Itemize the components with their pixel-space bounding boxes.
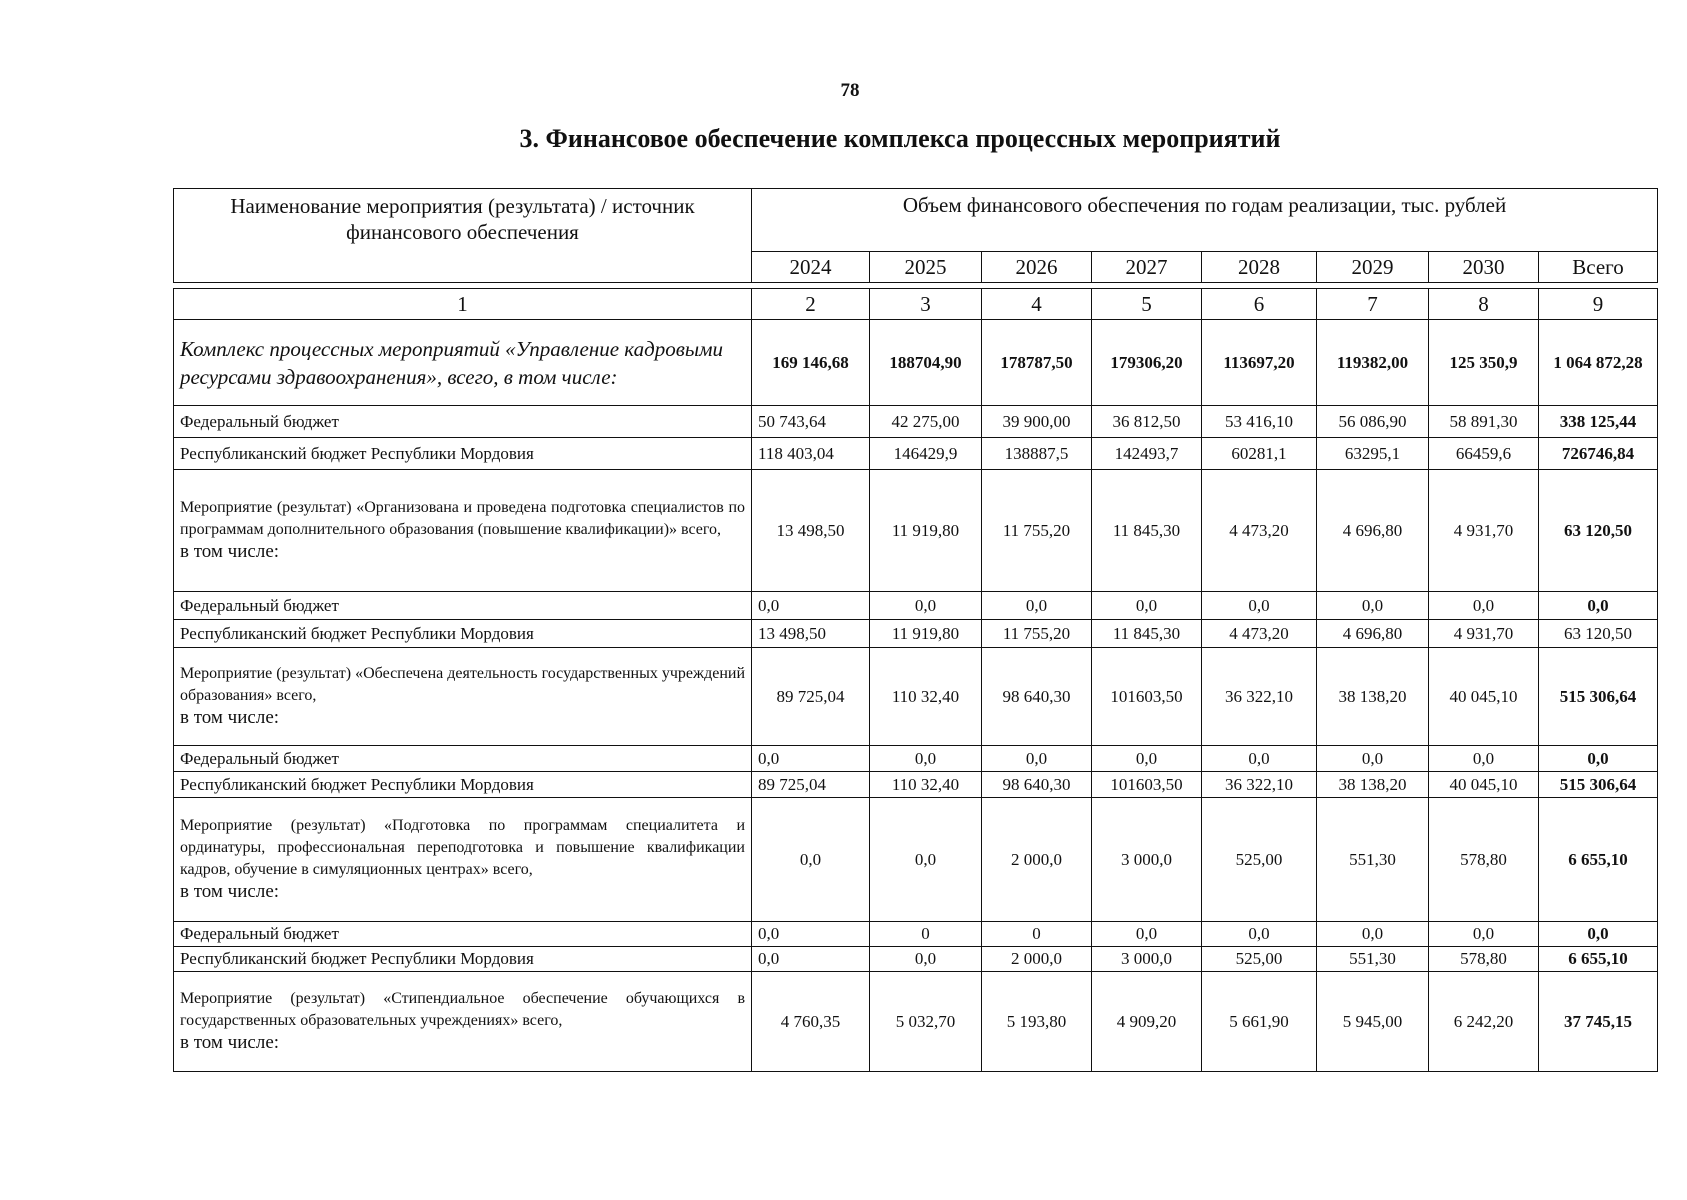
value-cell: 125 350,9 — [1429, 320, 1539, 406]
table-row — [174, 438, 1658, 470]
year-header: 2025 — [870, 252, 982, 283]
value-cell: 4 473,20 — [1202, 620, 1317, 648]
page-number: 78 — [840, 80, 860, 101]
row-name-text: Мероприятие (результат) «Организована и проведена подготовка специалистов по программам дополнительного образования (повышение квалификации)» всего, — [180, 499, 745, 538]
value-cell: 40 045,10 — [1429, 648, 1539, 746]
row-name — [174, 320, 752, 406]
table-row — [174, 320, 1658, 406]
year-header: 2029 — [1317, 252, 1429, 283]
table-row — [174, 972, 1658, 1072]
value-cell: 0,0 — [1317, 592, 1429, 620]
value-cell: 0,0 — [1092, 922, 1202, 947]
value-cell: 60281,1 — [1202, 438, 1317, 470]
row-name-tail: в том числе: — [180, 541, 280, 562]
row-name-text: Федеральный бюджет — [180, 411, 339, 431]
row-name-text: Республиканский бюджет Республики Мордовия — [180, 443, 534, 463]
value-cell: 38 138,20 — [1317, 648, 1429, 746]
total-cell: 0,0 — [1539, 922, 1658, 947]
value-cell: 36 322,10 — [1202, 772, 1317, 798]
value-cell: 3 000,0 — [1092, 947, 1202, 972]
row-name-text: Федеральный бюджет — [180, 924, 339, 943]
value-cell: 11 845,30 — [1092, 470, 1202, 592]
year-header: 2026 — [982, 252, 1092, 283]
table-header — [173, 188, 1658, 283]
row-name — [174, 798, 752, 922]
value-cell: 118 403,04 — [752, 438, 870, 470]
table-row — [174, 947, 1658, 972]
value-cell: 0,0 — [870, 592, 982, 620]
total-cell: 37 745,15 — [1539, 972, 1658, 1072]
value-cell: 146429,9 — [870, 438, 982, 470]
total-cell: 726746,84 — [1539, 438, 1658, 470]
column-index-row — [174, 289, 1658, 320]
column-index: 4 — [982, 289, 1092, 320]
value-cell: 11 919,80 — [870, 620, 982, 648]
year-header: 2024 — [752, 252, 870, 283]
value-cell: 113697,20 — [1202, 320, 1317, 406]
value-cell: 0,0 — [982, 592, 1092, 620]
value-cell: 3 000,0 — [1092, 798, 1202, 922]
value-cell: 66459,6 — [1429, 438, 1539, 470]
value-cell: 0,0 — [752, 746, 870, 772]
value-cell: 0,0 — [1202, 746, 1317, 772]
year-header: 2027 — [1092, 252, 1202, 283]
total-header: Всего — [1539, 252, 1658, 283]
value-cell: 0,0 — [1429, 592, 1539, 620]
total-cell: 0,0 — [1539, 746, 1658, 772]
value-cell: 142493,7 — [1092, 438, 1202, 470]
row-name — [174, 648, 752, 746]
header-volume-cell: Объем финансового обеспечения по годам реализации, тыс. рублей — [752, 189, 1658, 252]
value-cell: 188704,90 — [870, 320, 982, 406]
value-cell: 525,00 — [1202, 947, 1317, 972]
value-cell: 551,30 — [1317, 947, 1429, 972]
row-name-text: Мероприятие (результат) «Обеспечена деятельность государственных учреждений образования» всего, — [180, 665, 745, 704]
total-cell: 338 125,44 — [1539, 406, 1658, 438]
value-cell: 0,0 — [870, 947, 982, 972]
value-cell: 5 193,80 — [982, 972, 1092, 1072]
row-name — [174, 947, 752, 972]
row-name-text: Комплекс процессных мероприятий «Управление кадровыми ресурсами здравоохранения», всего, в том числе: — [180, 336, 723, 389]
value-cell: 578,80 — [1429, 947, 1539, 972]
value-cell: 138887,5 — [982, 438, 1092, 470]
value-cell: 110 32,40 — [870, 648, 982, 746]
value-cell: 89 725,04 — [752, 772, 870, 798]
value-cell: 0,0 — [1092, 746, 1202, 772]
value-cell: 101603,50 — [1092, 772, 1202, 798]
column-index: 9 — [1539, 289, 1658, 320]
value-cell: 5 032,70 — [870, 972, 982, 1072]
value-cell: 4 696,80 — [1317, 620, 1429, 648]
value-cell: 63295,1 — [1317, 438, 1429, 470]
row-name-tail: в том числе: — [180, 707, 280, 728]
row-name-text: Республиканский бюджет Республики Мордовия — [180, 949, 534, 968]
column-index: 2 — [752, 289, 870, 320]
row-name — [174, 470, 752, 592]
value-cell: 5 945,00 — [1317, 972, 1429, 1072]
value-cell: 36 322,10 — [1202, 648, 1317, 746]
value-cell: 98 640,30 — [982, 772, 1092, 798]
row-name-text: Мероприятие (результат) «Стипендиальное обеспечение обучающихся в государственных образовательных учреждениях» всего, — [180, 990, 745, 1029]
row-name — [174, 438, 752, 470]
total-cell: 515 306,64 — [1539, 648, 1658, 746]
total-cell: 63 120,50 — [1539, 470, 1658, 592]
value-cell: 0,0 — [1317, 746, 1429, 772]
table-row — [174, 772, 1658, 798]
table-row — [174, 406, 1658, 438]
value-cell: 2 000,0 — [982, 798, 1092, 922]
value-cell: 4 696,80 — [1317, 470, 1429, 592]
value-cell: 89 725,04 — [752, 648, 870, 746]
row-name — [174, 772, 752, 798]
row-name-text: Мероприятие (результат) «Подготовка по программам специалитета и ординатуры, профессиональная переподготовка и повышение квалификации кадров, обучение в симуляционных центрах» всего, — [180, 817, 745, 878]
value-cell: 13 498,50 — [752, 470, 870, 592]
value-cell: 0,0 — [1429, 922, 1539, 947]
value-cell: 0,0 — [752, 947, 870, 972]
value-cell: 0,0 — [1202, 922, 1317, 947]
row-name-text: Республиканский бюджет Республики Мордовия — [180, 623, 534, 643]
value-cell: 525,00 — [1202, 798, 1317, 922]
value-cell: 0 — [982, 922, 1092, 947]
page-title: 3. Финансовое обеспечение комплекса процессных мероприятий — [519, 124, 1281, 153]
row-name-tail: в том числе: — [180, 881, 280, 902]
value-cell: 4 909,20 — [1092, 972, 1202, 1072]
table-row — [174, 620, 1658, 648]
value-cell: 11 755,20 — [982, 470, 1092, 592]
table-row — [174, 648, 1658, 746]
row-name-text: Федеральный бюджет — [180, 595, 339, 615]
value-cell: 0,0 — [752, 592, 870, 620]
value-cell: 58 891,30 — [1429, 406, 1539, 438]
header-name-cell: Наименование мероприятия (результата) / источник финансового обеспечения — [174, 189, 752, 283]
value-cell: 36 812,50 — [1092, 406, 1202, 438]
value-cell: 11 845,30 — [1092, 620, 1202, 648]
table-row — [174, 470, 1658, 592]
table-row — [174, 798, 1658, 922]
value-cell: 0,0 — [1429, 746, 1539, 772]
value-cell: 40 045,10 — [1429, 772, 1539, 798]
value-cell: 178787,50 — [982, 320, 1092, 406]
value-cell: 53 416,10 — [1202, 406, 1317, 438]
value-cell: 0,0 — [1092, 592, 1202, 620]
value-cell: 0,0 — [1202, 592, 1317, 620]
value-cell: 0,0 — [982, 746, 1092, 772]
value-cell: 4 473,20 — [1202, 470, 1317, 592]
table-row — [174, 746, 1658, 772]
value-cell: 4 760,35 — [752, 972, 870, 1072]
value-cell: 98 640,30 — [982, 648, 1092, 746]
row-name-tail: в том числе: — [180, 1032, 280, 1053]
value-cell: 101603,50 — [1092, 648, 1202, 746]
value-cell: 50 743,64 — [752, 406, 870, 438]
table-row — [174, 922, 1658, 947]
row-name — [174, 972, 752, 1072]
value-cell: 179306,20 — [1092, 320, 1202, 406]
value-cell: 11 919,80 — [870, 470, 982, 592]
column-index: 8 — [1429, 289, 1539, 320]
value-cell: 42 275,00 — [870, 406, 982, 438]
column-index: 6 — [1202, 289, 1317, 320]
row-name — [174, 592, 752, 620]
value-cell: 2 000,0 — [982, 947, 1092, 972]
value-cell: 56 086,90 — [1317, 406, 1429, 438]
row-name-text: Федеральный бюджет — [180, 748, 339, 768]
value-cell: 0,0 — [1317, 922, 1429, 947]
value-cell: 169 146,68 — [752, 320, 870, 406]
value-cell: 11 755,20 — [982, 620, 1092, 648]
year-header: 2028 — [1202, 252, 1317, 283]
total-cell: 6 655,10 — [1539, 947, 1658, 972]
value-cell: 0,0 — [752, 798, 870, 922]
value-cell: 38 138,20 — [1317, 772, 1429, 798]
value-cell: 4 931,70 — [1429, 620, 1539, 648]
table-row — [174, 592, 1658, 620]
column-index: 7 — [1317, 289, 1429, 320]
value-cell: 6 242,20 — [1429, 972, 1539, 1072]
value-cell: 578,80 — [1429, 798, 1539, 922]
year-header: 2030 — [1429, 252, 1539, 283]
total-cell: 0,0 — [1539, 592, 1658, 620]
value-cell: 0 — [870, 922, 982, 947]
row-name-text: Республиканский бюджет Республики Мордовия — [180, 774, 534, 794]
total-cell: 515 306,64 — [1539, 772, 1658, 798]
value-cell: 0,0 — [752, 922, 870, 947]
value-cell: 119382,00 — [1317, 320, 1429, 406]
finance-table — [173, 288, 1658, 1072]
total-cell: 1 064 872,28 — [1539, 320, 1658, 406]
column-index: 1 — [174, 289, 752, 320]
row-name — [174, 406, 752, 438]
value-cell: 39 900,00 — [982, 406, 1092, 438]
column-index: 3 — [870, 289, 982, 320]
total-cell: 6 655,10 — [1539, 798, 1658, 922]
value-cell: 5 661,90 — [1202, 972, 1317, 1072]
row-name — [174, 922, 752, 947]
row-name — [174, 620, 752, 648]
value-cell: 551,30 — [1317, 798, 1429, 922]
value-cell: 110 32,40 — [870, 772, 982, 798]
value-cell: 13 498,50 — [752, 620, 870, 648]
value-cell: 0,0 — [870, 746, 982, 772]
value-cell: 4 931,70 — [1429, 470, 1539, 592]
total-cell: 63 120,50 — [1539, 620, 1658, 648]
column-index: 5 — [1092, 289, 1202, 320]
row-name — [174, 746, 752, 772]
value-cell: 0,0 — [870, 798, 982, 922]
